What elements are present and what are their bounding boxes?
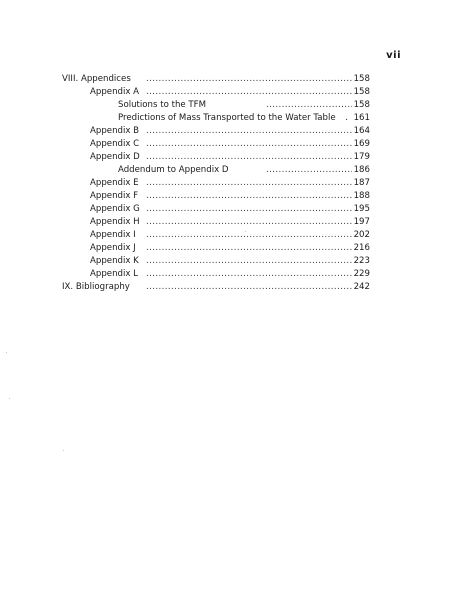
toc-entry-page: 187 (353, 178, 370, 188)
toc-entry-page: 216 (353, 243, 370, 253)
toc-entry-page: 169 (353, 139, 370, 149)
toc-entry-label: Appendix G (90, 204, 140, 214)
toc-entry-label: Appendix L (90, 269, 138, 279)
dot-leader (146, 190, 352, 203)
toc-entry (0, 164, 450, 177)
dot-leader (146, 281, 352, 294)
dot-leader (146, 268, 352, 281)
dot-leader: . (345, 113, 348, 123)
dot-leader (146, 86, 352, 99)
toc-entry-page: 186 (353, 165, 370, 175)
toc-entry-page: 188 (353, 191, 370, 201)
dot-leader (146, 242, 352, 255)
scan-speck (245, 231, 246, 232)
toc-entry (0, 125, 450, 138)
toc-entry-page: 197 (353, 217, 370, 227)
toc-entry-page: 223 (353, 256, 370, 266)
toc-entry-page: 229 (353, 269, 370, 279)
scan-speck (9, 398, 10, 399)
toc-entry-page: 164 (353, 126, 370, 136)
toc-entry-label: Appendix H (90, 217, 140, 227)
toc-entry-page: 202 (353, 230, 370, 240)
dot-leader (146, 255, 352, 268)
scan-speck (63, 450, 64, 451)
toc-entry-page: 195 (353, 204, 370, 214)
toc-entry (0, 99, 450, 112)
toc-entry-page: 158 (353, 87, 370, 97)
dot-leader (146, 73, 352, 86)
dot-leader (146, 177, 352, 190)
toc-entry-label: IX. Bibliography (62, 282, 130, 292)
toc-entry-label: Appendix B (90, 126, 140, 136)
toc-entry (0, 151, 450, 164)
toc-entry-label: Solutions to the TFM (118, 100, 207, 110)
dot-leader (146, 151, 352, 164)
toc-entry-label: VIII. Appendices (62, 74, 131, 84)
toc-entry (0, 242, 450, 255)
toc-entry (0, 216, 450, 229)
toc-entry (0, 255, 450, 268)
toc-entry-page: 242 (353, 282, 370, 292)
toc-entry (0, 229, 450, 242)
scan-speck (6, 352, 7, 353)
dot-leader (146, 229, 352, 242)
toc-entry (0, 86, 450, 99)
toc-entry-label: Appendix C (90, 139, 140, 149)
toc-entry-page: 161 (353, 113, 370, 123)
toc-entry (0, 203, 450, 216)
toc-entry (0, 177, 450, 190)
toc-entry-label: Appendix K (90, 256, 139, 266)
toc-entry-label: Predictions of Mass Transported to the Water Table (118, 113, 336, 123)
toc-entry-label: Appendix J (90, 243, 136, 253)
dot-leader (146, 125, 352, 138)
toc-entry-label: Appendix E (90, 178, 139, 188)
toc-entry-label: Appendix D (90, 152, 140, 162)
toc-entry (0, 268, 450, 281)
toc-entry (0, 281, 450, 294)
toc-entry-page: 158 (353, 100, 370, 110)
toc-entry (0, 190, 450, 203)
page-number: vii (386, 50, 401, 61)
toc-entry (0, 138, 450, 151)
dot-leader (146, 203, 352, 216)
toc-entry (0, 112, 450, 125)
toc-entry-page: 158 (353, 74, 370, 84)
dot-leader (266, 164, 352, 177)
dot-leader (146, 216, 352, 229)
toc-entry-page: 179 (353, 152, 370, 162)
toc-entry-label: Appendix I (90, 230, 136, 240)
toc-entry-label: Addendum to Appendix D (118, 165, 229, 175)
toc-entry-label: Appendix A (90, 87, 140, 97)
dot-leader (266, 99, 352, 112)
toc-entry-label: Appendix F (90, 191, 139, 201)
toc-entry (0, 73, 450, 86)
dot-leader (146, 138, 352, 151)
